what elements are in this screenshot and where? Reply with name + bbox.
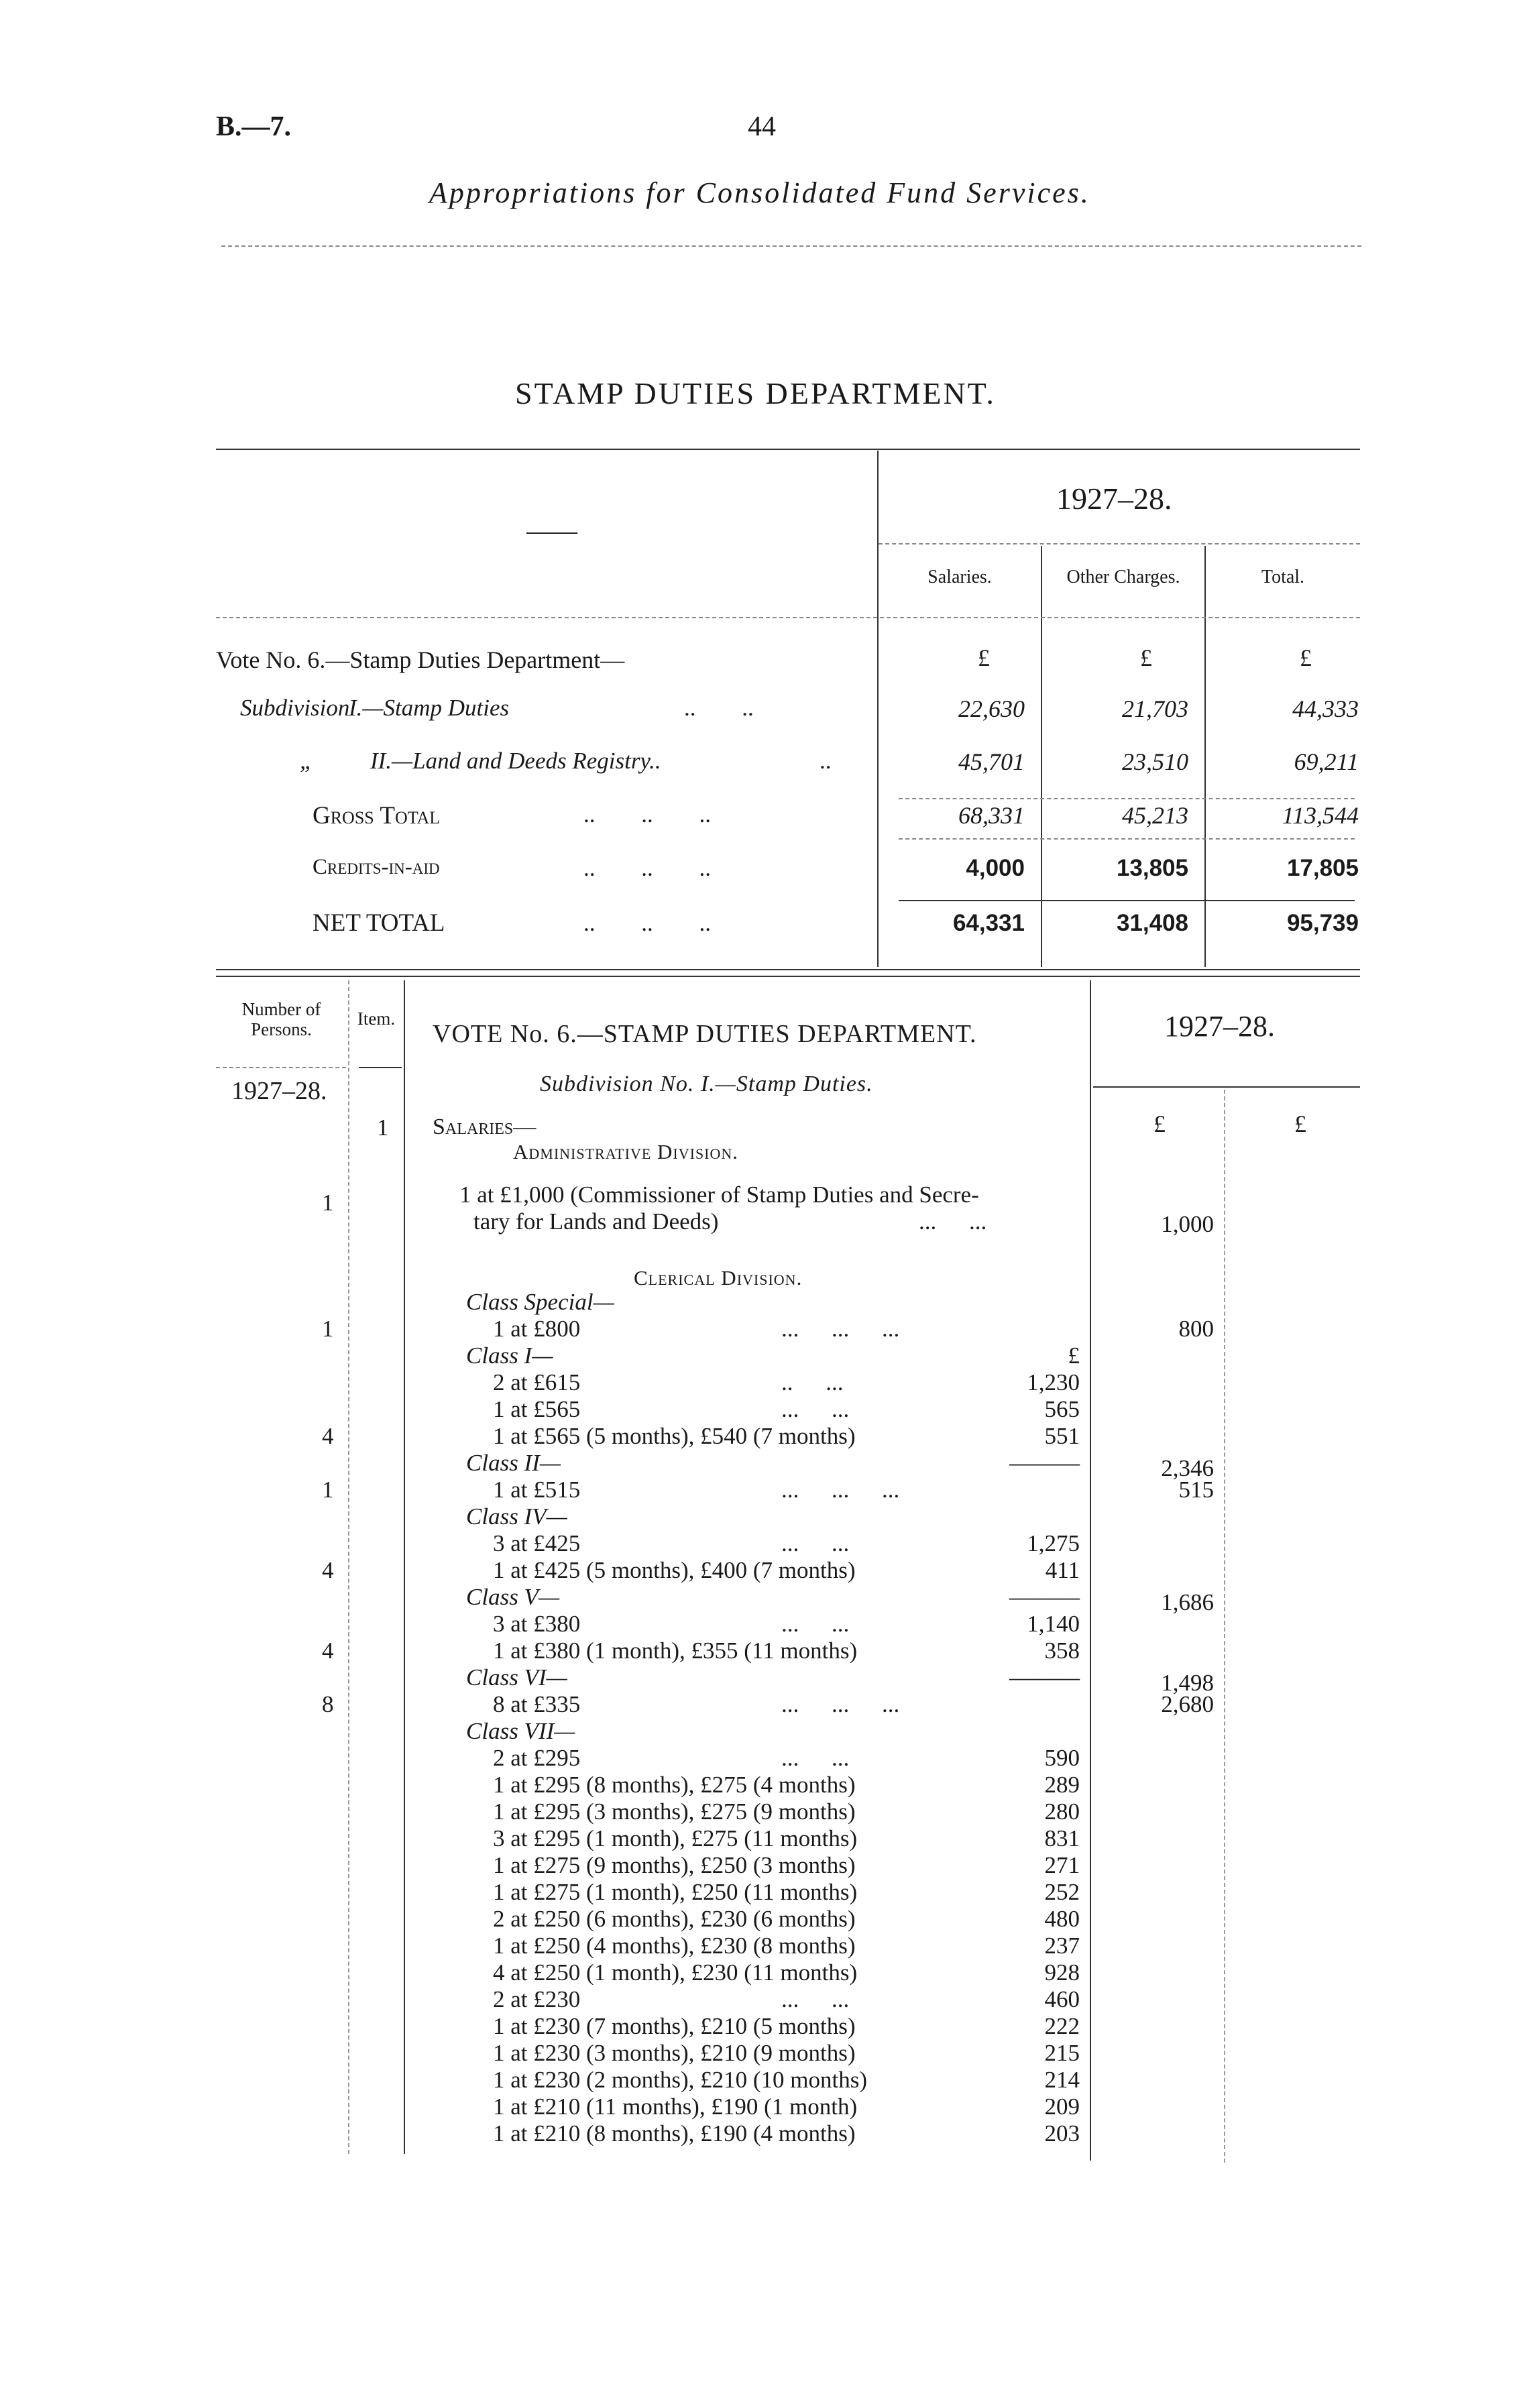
salary-rate-line: 1 at £230 (3 months), £210 (9 months) [493,2040,856,2066]
summary-row-leader: .. .. .. [583,855,711,881]
gross-total-rule [899,798,1355,799]
year-header-rule [1093,1086,1360,1088]
gross-total-bottom-rule [899,838,1355,840]
summary-row-label: I.—Stamp Duties [349,695,510,721]
class-heading: Class VI— [466,1664,567,1690]
salary-rate-line: 1 at £800 [493,1316,581,1342]
row-inner-amount: 831 [1044,1825,1080,1851]
summary-cell-other: 21,703 [1122,695,1188,722]
summary-cell-salaries: 22,630 [958,695,1025,722]
salary-rate-line: 1 at £210 (8 months), £190 (4 months) [493,2120,856,2146]
salary-rate-line: 1 at £380 (1 month), £355 (11 months) [493,1638,858,1664]
row-inner-amount: 480 [1044,1906,1080,1932]
commissioner-line-1: 1 at £1,000 (Commissioner of Stamp Duties and Secre- [459,1182,979,1208]
class-heading: Class II— [466,1450,561,1476]
administrative-division-heading: Administrative Division. [513,1140,739,1163]
currency-total: £ [1300,644,1312,671]
net-total-other: 31,408 [1116,910,1188,936]
salary-rate-line: 1 at £230 (7 months), £210 (5 months) [493,2013,856,2039]
summary-row-ditto-mark: „ [300,748,313,774]
gross-total-salaries: 68,331 [958,802,1025,829]
summary-row-leader: .. .. [684,695,754,721]
row-inner-amount: 358 [1044,1638,1080,1664]
subdivision-title: Subdivision No. I.—Stamp Duties. [540,1072,873,1096]
class-heading: Class V— [466,1584,560,1610]
row-leader: ... ... [781,1530,850,1556]
row-inner-amount: 1,140 [1027,1611,1080,1637]
row-inner-amount: 289 [1044,1772,1080,1798]
row-inner-amount: ——— [1009,1664,1080,1690]
row-persons: 4 [322,1638,334,1664]
row-inner-amount: 460 [1044,1986,1080,2012]
salary-rate-line: 1 at £250 (4 months), £230 (8 months) [493,1933,856,1959]
currency-other: £ [1140,644,1152,671]
row-leader: ... ... [781,1745,850,1771]
row-inner-amount: 280 [1044,1798,1080,1825]
row-outer-amount: 800 [1178,1316,1214,1342]
salary-rate-line: 3 at £380 [493,1611,581,1637]
row-leader: ... ... [781,1986,850,2012]
row-inner-amount: 252 [1044,1879,1080,1905]
salary-rate-line: 2 at £230 [493,1986,581,2012]
row-leader: ... ... [781,1611,850,1637]
document-reference: B.—7. [216,111,292,142]
salary-rate-line: 2 at £295 [493,1745,581,1771]
summary-cell-salaries: 45,701 [958,748,1025,775]
amount-subcolumn-divider [1224,1090,1225,2163]
gross-total-label: Gross Total [313,802,441,829]
salary-rate-line: 3 at £425 [493,1530,581,1556]
row-inner-amount: 203 [1044,2120,1080,2146]
section-title: STAMP DUTIES DEPARTMENT. [515,376,996,410]
summary-header-rule [216,617,1360,618]
summary-row-subdivision-label: Subdivision [240,695,350,721]
row-persons: 4 [322,1423,334,1449]
row-inner-amount: 928 [1044,1959,1080,1986]
credits-salaries: 4,000 [966,855,1025,881]
summary-row-leader: .. .. .. [583,910,711,936]
col-item: Item. [357,1009,396,1029]
class-heading: Class I— [466,1342,553,1369]
persons-column-divider [348,980,349,2154]
credits-other: 13,805 [1116,855,1188,881]
col-number-of-persons: Number of Persons. [241,999,321,1039]
currency-salaries: £ [978,644,990,671]
section-divider-rule [216,969,1360,970]
vote-label: Vote No. 6.—Stamp Duties Department— [216,646,625,673]
commissioner-line-2: tary for Lands and Deeds) [473,1208,719,1235]
gross-total-total: 113,544 [1282,802,1359,829]
summary-row-leader: .. .. .. [583,801,711,827]
summary-cell-total: 69,211 [1294,748,1359,775]
salary-rate-line: 1 at £425 (5 months), £400 (7 months) [493,1557,856,1583]
row-persons: 4 [322,1557,334,1583]
salary-rate-line: 1 at £275 (1 month), £250 (11 months) [493,1879,858,1905]
row-inner-amount: 271 [1044,1852,1080,1878]
row-inner-amount: 237 [1044,1933,1080,1959]
page-number: 44 [748,111,776,142]
salaries-label: Salaries— [433,1114,537,1139]
item-column-divider [404,980,405,2154]
col-year-right: 1927–28. [1164,1010,1275,1043]
salary-rate-line: 1 at £515 [493,1477,581,1503]
salary-rate-line: 1 at £295 (3 months), £275 (9 months) [493,1798,856,1825]
section-divider-rule-2 [216,976,1360,977]
inner-currency-sign: £ [1068,1342,1080,1369]
row-inner-amount: 1,230 [1027,1369,1080,1395]
row-persons: 1 [322,1316,334,1342]
salary-rate-line: 1 at £565 (5 months), £540 (7 months) [493,1423,856,1449]
net-total-salaries: 64,331 [952,910,1025,936]
row-inner-amount: 551 [1044,1423,1080,1449]
summary-row-leader: .. [820,748,832,774]
row-inner-amount: 222 [1044,2013,1080,2039]
summary-year-rule [879,543,1360,544]
row-inner-amount: 214 [1044,2067,1080,2093]
vote-title: VOTE No. 6.—STAMP DUTIES DEPARTMENT. [433,1020,977,1048]
class-heading: Class IV— [466,1503,567,1530]
salary-rate-line: 3 at £295 (1 month), £275 (11 months) [493,1825,858,1851]
row-inner-amount: 411 [1045,1557,1080,1583]
class-heading: Class VII— [466,1718,575,1744]
persons-header-rule [216,1067,346,1068]
row-inner-amount: 590 [1044,1745,1080,1771]
net-total-total: 95,739 [1286,910,1359,936]
row-outer-amount: 2,680 [1161,1691,1214,1717]
item-number: 1 [377,1114,389,1141]
credits-total: 17,805 [1286,855,1359,881]
commissioner-persons: 1 [322,1190,334,1216]
summary-col-salaries: Salaries. [927,567,992,587]
summary-cell-total: 44,333 [1292,695,1359,722]
col-year-left: 1927–28. [231,1077,327,1105]
row-inner-amount: ——— [1009,1584,1080,1610]
row-leader: ... ... ... [781,1316,900,1342]
running-title: Appropriations for Consolidated Fund Services. [429,176,1090,209]
gross-total-other: 45,213 [1122,802,1188,829]
row-inner-amount: 209 [1044,2094,1080,2120]
row-leader: ... ... ... [781,1477,900,1503]
net-total-label: NET TOTAL [313,909,445,937]
salary-rate-line: 1 at £565 [493,1396,581,1422]
class-heading: Class Special— [466,1289,614,1315]
salary-rate-line: 8 at £335 [493,1691,581,1717]
summary-year: 1927–28. [1056,481,1172,516]
summary-top-rule [216,449,1360,450]
summary-col-total: Total. [1261,567,1305,587]
salary-rate-line: 2 at £250 (6 months), £230 (6 months) [493,1906,856,1932]
currency-amount-2: £ [1294,1110,1306,1137]
salary-rate-line: 1 at £230 (2 months), £210 (10 months) [493,2067,868,2093]
commissioner-leader: ... ... [919,1208,987,1235]
credits-in-aid-label: Credits-in-aid [313,855,440,879]
row-inner-amount: ——— [1009,1450,1080,1476]
currency-amount-1: £ [1153,1110,1166,1137]
summary-stub-dash: —— [526,517,577,545]
summary-cell-other: 23,510 [1122,748,1188,775]
row-outer-amount: 515 [1178,1477,1214,1503]
amount-column-divider [1090,980,1091,2161]
clerical-division-heading: Clerical Division. [634,1266,803,1289]
summary-row-label: II.—Land and Deeds Registry.. [370,748,661,774]
row-inner-amount: 215 [1044,2040,1080,2066]
row-outer-amount: 1,686 [1161,1589,1214,1615]
row-inner-amount: 565 [1044,1396,1080,1422]
item-header-rule [359,1067,402,1068]
salary-rate-line: 2 at £615 [493,1369,581,1395]
row-leader: ... ... ... [781,1691,900,1717]
commissioner-amount: 1,000 [1161,1211,1214,1237]
row-persons: 8 [322,1691,334,1717]
net-total-rule [899,900,1355,901]
salary-rate-line: 1 at £210 (11 months), £190 (1 month) [493,2094,858,2120]
row-leader: .. ... [781,1369,844,1395]
header-rule [221,245,1361,247]
salary-rate-line: 1 at £275 (9 months), £250 (3 months) [493,1852,856,1878]
salary-rate-line: 1 at £295 (8 months), £275 (4 months) [493,1772,856,1798]
row-persons: 1 [322,1477,334,1503]
summary-col-other-charges: Other Charges. [1066,567,1180,587]
salary-rate-line: 4 at £250 (1 month), £230 (11 months) [493,1959,858,1986]
row-leader: ... ... [781,1396,850,1422]
row-outer-amount: 1,498 [1161,1670,1214,1696]
row-outer-amount: 2,346 [1161,1455,1214,1481]
row-inner-amount: 1,275 [1027,1530,1080,1556]
